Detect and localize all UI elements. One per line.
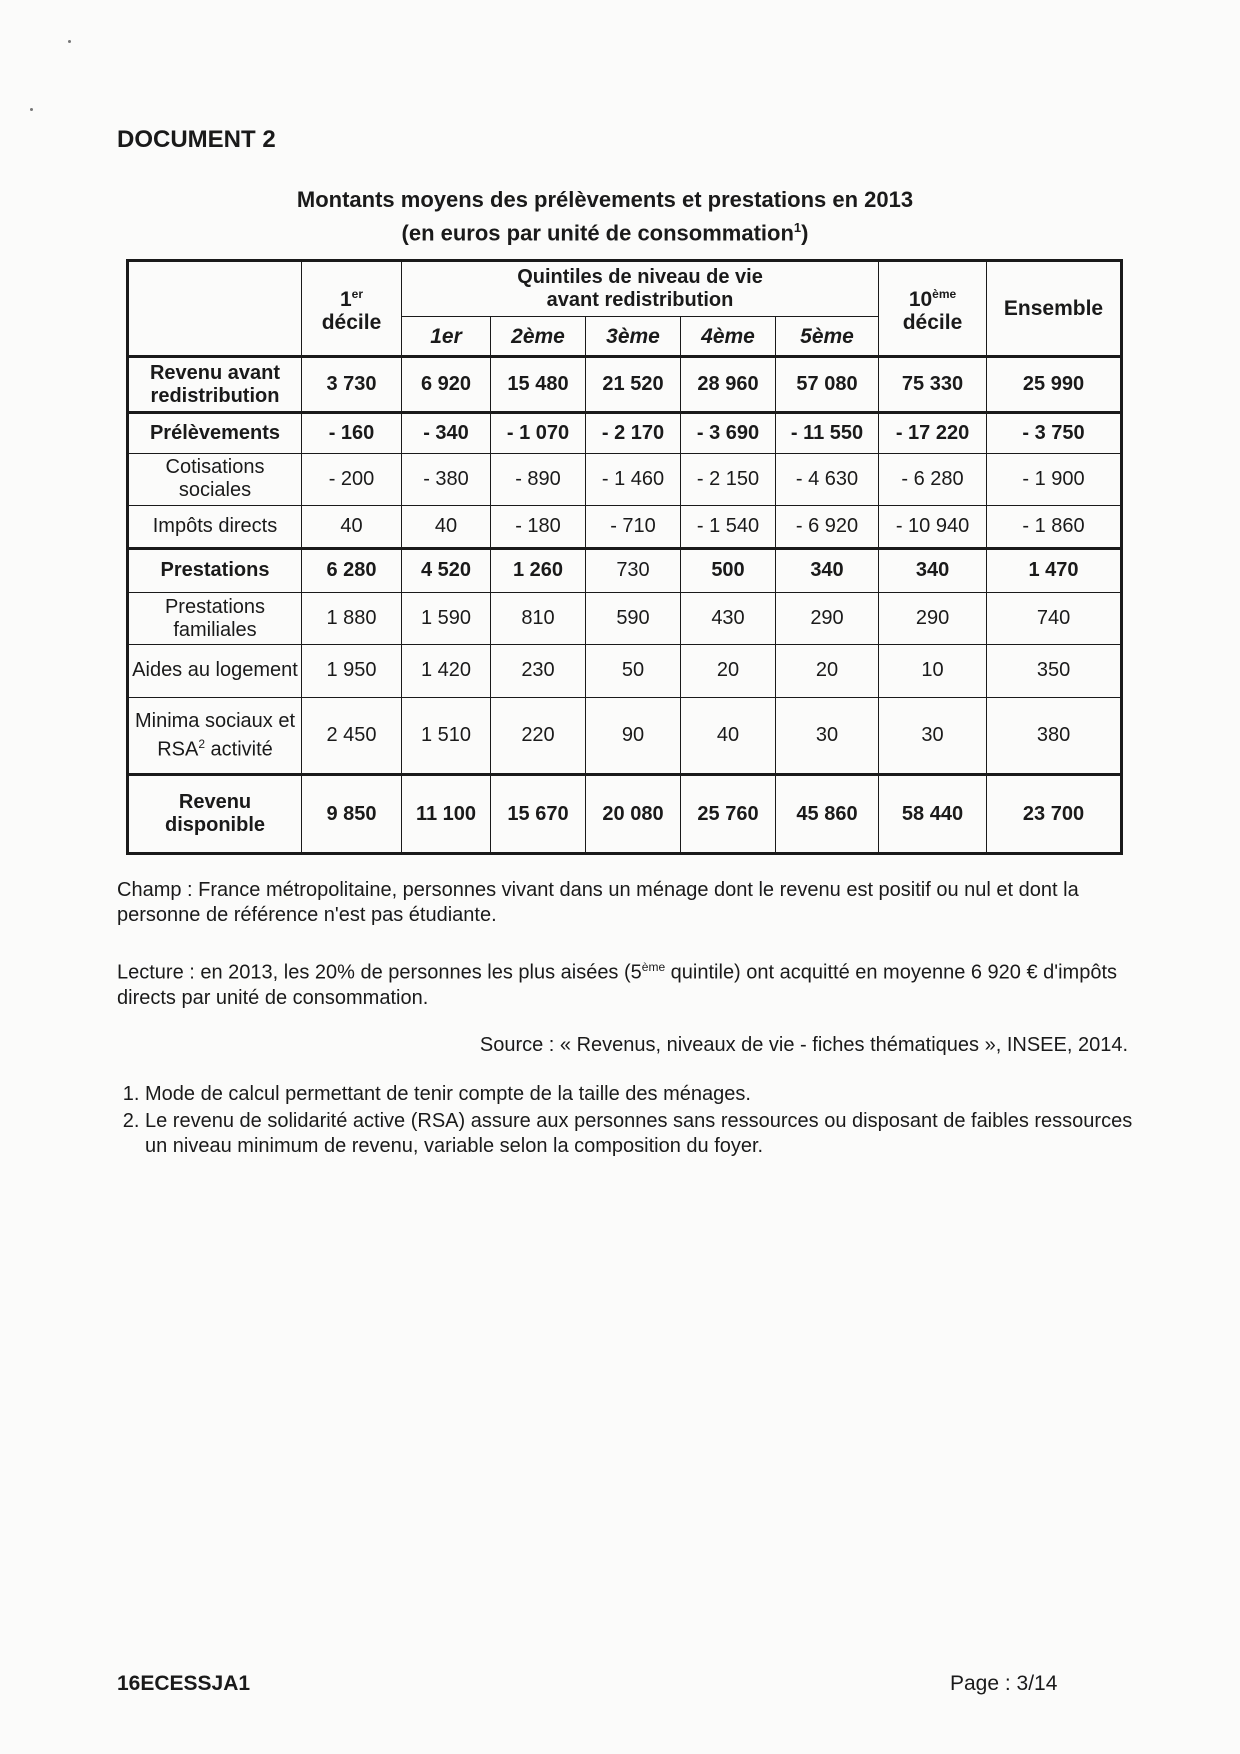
cell: 30 xyxy=(776,697,879,775)
header-ensemble: Ensemble xyxy=(987,261,1122,357)
row-label: Revenu avant redistribution xyxy=(128,357,302,413)
cell: - 160 xyxy=(302,413,402,453)
cell: - 380 xyxy=(402,453,491,505)
cell: - 1 460 xyxy=(586,453,681,505)
lecture-text: Lecture : en 2013, les 20% de personnes les plus aisées (5 xyxy=(117,961,642,984)
cell: 810 xyxy=(491,592,586,644)
cell: 90 xyxy=(586,697,681,775)
cell: - 11 550 xyxy=(776,413,879,453)
first-decile-word: décile xyxy=(321,311,382,334)
header-quintile-5: 5ème xyxy=(776,317,879,357)
table-row xyxy=(128,645,1122,697)
row-label xyxy=(128,697,302,775)
footnote-ref-2: 2 xyxy=(198,736,205,751)
header-quintile-1: 1er xyxy=(402,317,491,357)
footnote-ref-1: 1 xyxy=(793,220,802,235)
cell: 740 xyxy=(987,592,1122,644)
cell: - 6 920 xyxy=(776,506,879,548)
cell: 590 xyxy=(586,592,681,644)
row-label: Prélèvements xyxy=(128,413,302,453)
row-label: Impôts directs xyxy=(128,506,302,548)
cell: 20 xyxy=(681,645,776,697)
table-row xyxy=(128,548,1122,592)
source-note: Source : « Revenus, niveaux de vie - fiches thématiques », INSEE, 2014. xyxy=(479,1034,1128,1056)
table-title-close: ) xyxy=(801,220,809,246)
cell: - 3 750 xyxy=(987,413,1122,453)
cell: 40 xyxy=(302,506,402,548)
cell: 1 420 xyxy=(402,645,491,697)
corner-cell xyxy=(128,261,302,357)
cell: - 10 940 xyxy=(879,506,987,548)
footnotes xyxy=(117,1082,1158,1161)
first-decile-sup: er xyxy=(351,287,364,301)
cell: 290 xyxy=(776,592,879,644)
footnote-item: 1. Mode de calcul permettant de tenir compte de la taille des ménages. xyxy=(145,1082,1158,1107)
table-row xyxy=(128,357,1122,413)
page-number: Page : 3/14 xyxy=(950,1672,1058,1695)
cell: 9 850 xyxy=(302,775,402,854)
footnote-item: 2. Le revenu de solidarité active (RSA) assure aux personnes sans ressources ou disposant de faibles ressources un niveau minimum de revenu, variable selon la composition du foyer. xyxy=(145,1109,1158,1159)
cell: - 4 630 xyxy=(776,453,879,505)
cell: 30 xyxy=(879,697,987,775)
cell: 6 280 xyxy=(302,548,402,592)
cell: 1 510 xyxy=(402,697,491,775)
tenth-decile-sup: ème xyxy=(932,287,957,301)
cell: 75 330 xyxy=(879,357,987,413)
cell: 25 760 xyxy=(681,775,776,854)
cell: 2 450 xyxy=(302,697,402,775)
cell: 20 080 xyxy=(586,775,681,854)
cell: 11 100 xyxy=(402,775,491,854)
cell: 1 950 xyxy=(302,645,402,697)
header-quintile-3: 3ème xyxy=(586,317,681,357)
cell: - 2 150 xyxy=(681,453,776,505)
cell: 1 470 xyxy=(987,548,1122,592)
cell: - 1 860 xyxy=(987,506,1122,548)
row-label: Cotisations sociales xyxy=(128,453,302,505)
cell: 25 990 xyxy=(987,357,1122,413)
cell: 1 260 xyxy=(491,548,586,592)
scan-speck xyxy=(68,40,71,43)
cell: - 340 xyxy=(402,413,491,453)
table-row xyxy=(128,453,1122,505)
table-row xyxy=(128,592,1122,644)
cell: 340 xyxy=(776,548,879,592)
cell: 58 440 xyxy=(879,775,987,854)
cell: 290 xyxy=(879,592,987,644)
cell: 4 520 xyxy=(402,548,491,592)
cell: - 180 xyxy=(491,506,586,548)
cell: - 1 070 xyxy=(491,413,586,453)
cell: 40 xyxy=(402,506,491,548)
cell: 23 700 xyxy=(987,775,1122,854)
table-row xyxy=(128,413,1122,453)
header-quintiles-group xyxy=(402,261,879,317)
first-decile-num: 1 xyxy=(339,288,352,311)
row-label-tail: activité xyxy=(205,738,273,761)
cell: 15 480 xyxy=(491,357,586,413)
table-title-text: (en euros par unité de consommation xyxy=(401,220,794,246)
table-row xyxy=(128,506,1122,548)
row-label: Revenu disponible xyxy=(128,775,302,854)
cell: 57 080 xyxy=(776,357,879,413)
scan-speck xyxy=(30,108,33,111)
header-first-decile xyxy=(302,261,402,357)
row-label-text: Minima sociaux et RSA xyxy=(134,709,296,761)
row-label: Prestations xyxy=(128,548,302,592)
document-label: DOCUMENT 2 xyxy=(117,126,276,153)
cell: 430 xyxy=(681,592,776,644)
cell: 230 xyxy=(491,645,586,697)
cell: 350 xyxy=(987,645,1122,697)
table-row xyxy=(128,775,1122,854)
table-title-line2 xyxy=(230,214,980,247)
cell: - 6 280 xyxy=(879,453,987,505)
cell: 50 xyxy=(586,645,681,697)
cell: - 200 xyxy=(302,453,402,505)
header-quintile-4: 4ème xyxy=(681,317,776,357)
cell: 20 xyxy=(776,645,879,697)
lecture-tail: quintile) ont acquitté en moyenne 6 920 € d'impôts directs par unité de consommation. xyxy=(117,961,1118,1009)
cell: - 710 xyxy=(586,506,681,548)
tenth-decile-word: décile xyxy=(902,311,963,334)
cell: 45 860 xyxy=(776,775,879,854)
cell: - 17 220 xyxy=(879,413,987,453)
header-tenth-decile xyxy=(879,261,987,357)
table-title-line1: Montants moyens des prélèvements et prestations en 2013 xyxy=(296,187,914,212)
cell: 220 xyxy=(491,697,586,775)
cell: 10 xyxy=(879,645,987,697)
cell: 1 590 xyxy=(402,592,491,644)
cell: 3 730 xyxy=(302,357,402,413)
cell: 500 xyxy=(681,548,776,592)
table-title xyxy=(230,186,980,247)
cell: 1 880 xyxy=(302,592,402,644)
lecture-sup: ème xyxy=(641,960,666,974)
tenth-decile-num: 10 xyxy=(908,288,933,311)
row-label: Prestations familiales xyxy=(128,592,302,644)
exam-code: 16ECESSJA1 xyxy=(117,1672,251,1695)
cell: - 1 900 xyxy=(987,453,1122,505)
cell: - 890 xyxy=(491,453,586,505)
row-label: Aides au logement xyxy=(128,645,302,697)
table-row xyxy=(128,697,1122,775)
cell: 730 xyxy=(586,548,681,592)
cell: 21 520 xyxy=(586,357,681,413)
data-table xyxy=(126,259,1123,855)
cell: - 2 170 xyxy=(586,413,681,453)
lecture-note xyxy=(117,955,1130,1011)
quintiles-group-line2: avant redistribution xyxy=(546,289,734,311)
cell: - 1 540 xyxy=(681,506,776,548)
cell: 6 920 xyxy=(402,357,491,413)
cell: - 3 690 xyxy=(681,413,776,453)
quintiles-group-line1: Quintiles de niveau de vie xyxy=(517,266,763,288)
header-quintile-2: 2ème xyxy=(491,317,586,357)
cell: 15 670 xyxy=(491,775,586,854)
cell: 340 xyxy=(879,548,987,592)
cell: 28 960 xyxy=(681,357,776,413)
cell: 380 xyxy=(987,697,1122,775)
champ-note: Champ : France métropolitaine, personnes vivant dans un ménage dont le revenu est positif ou nul et dont la personne de référence n'est pas étudiante. xyxy=(117,879,1079,926)
cell: 40 xyxy=(681,697,776,775)
